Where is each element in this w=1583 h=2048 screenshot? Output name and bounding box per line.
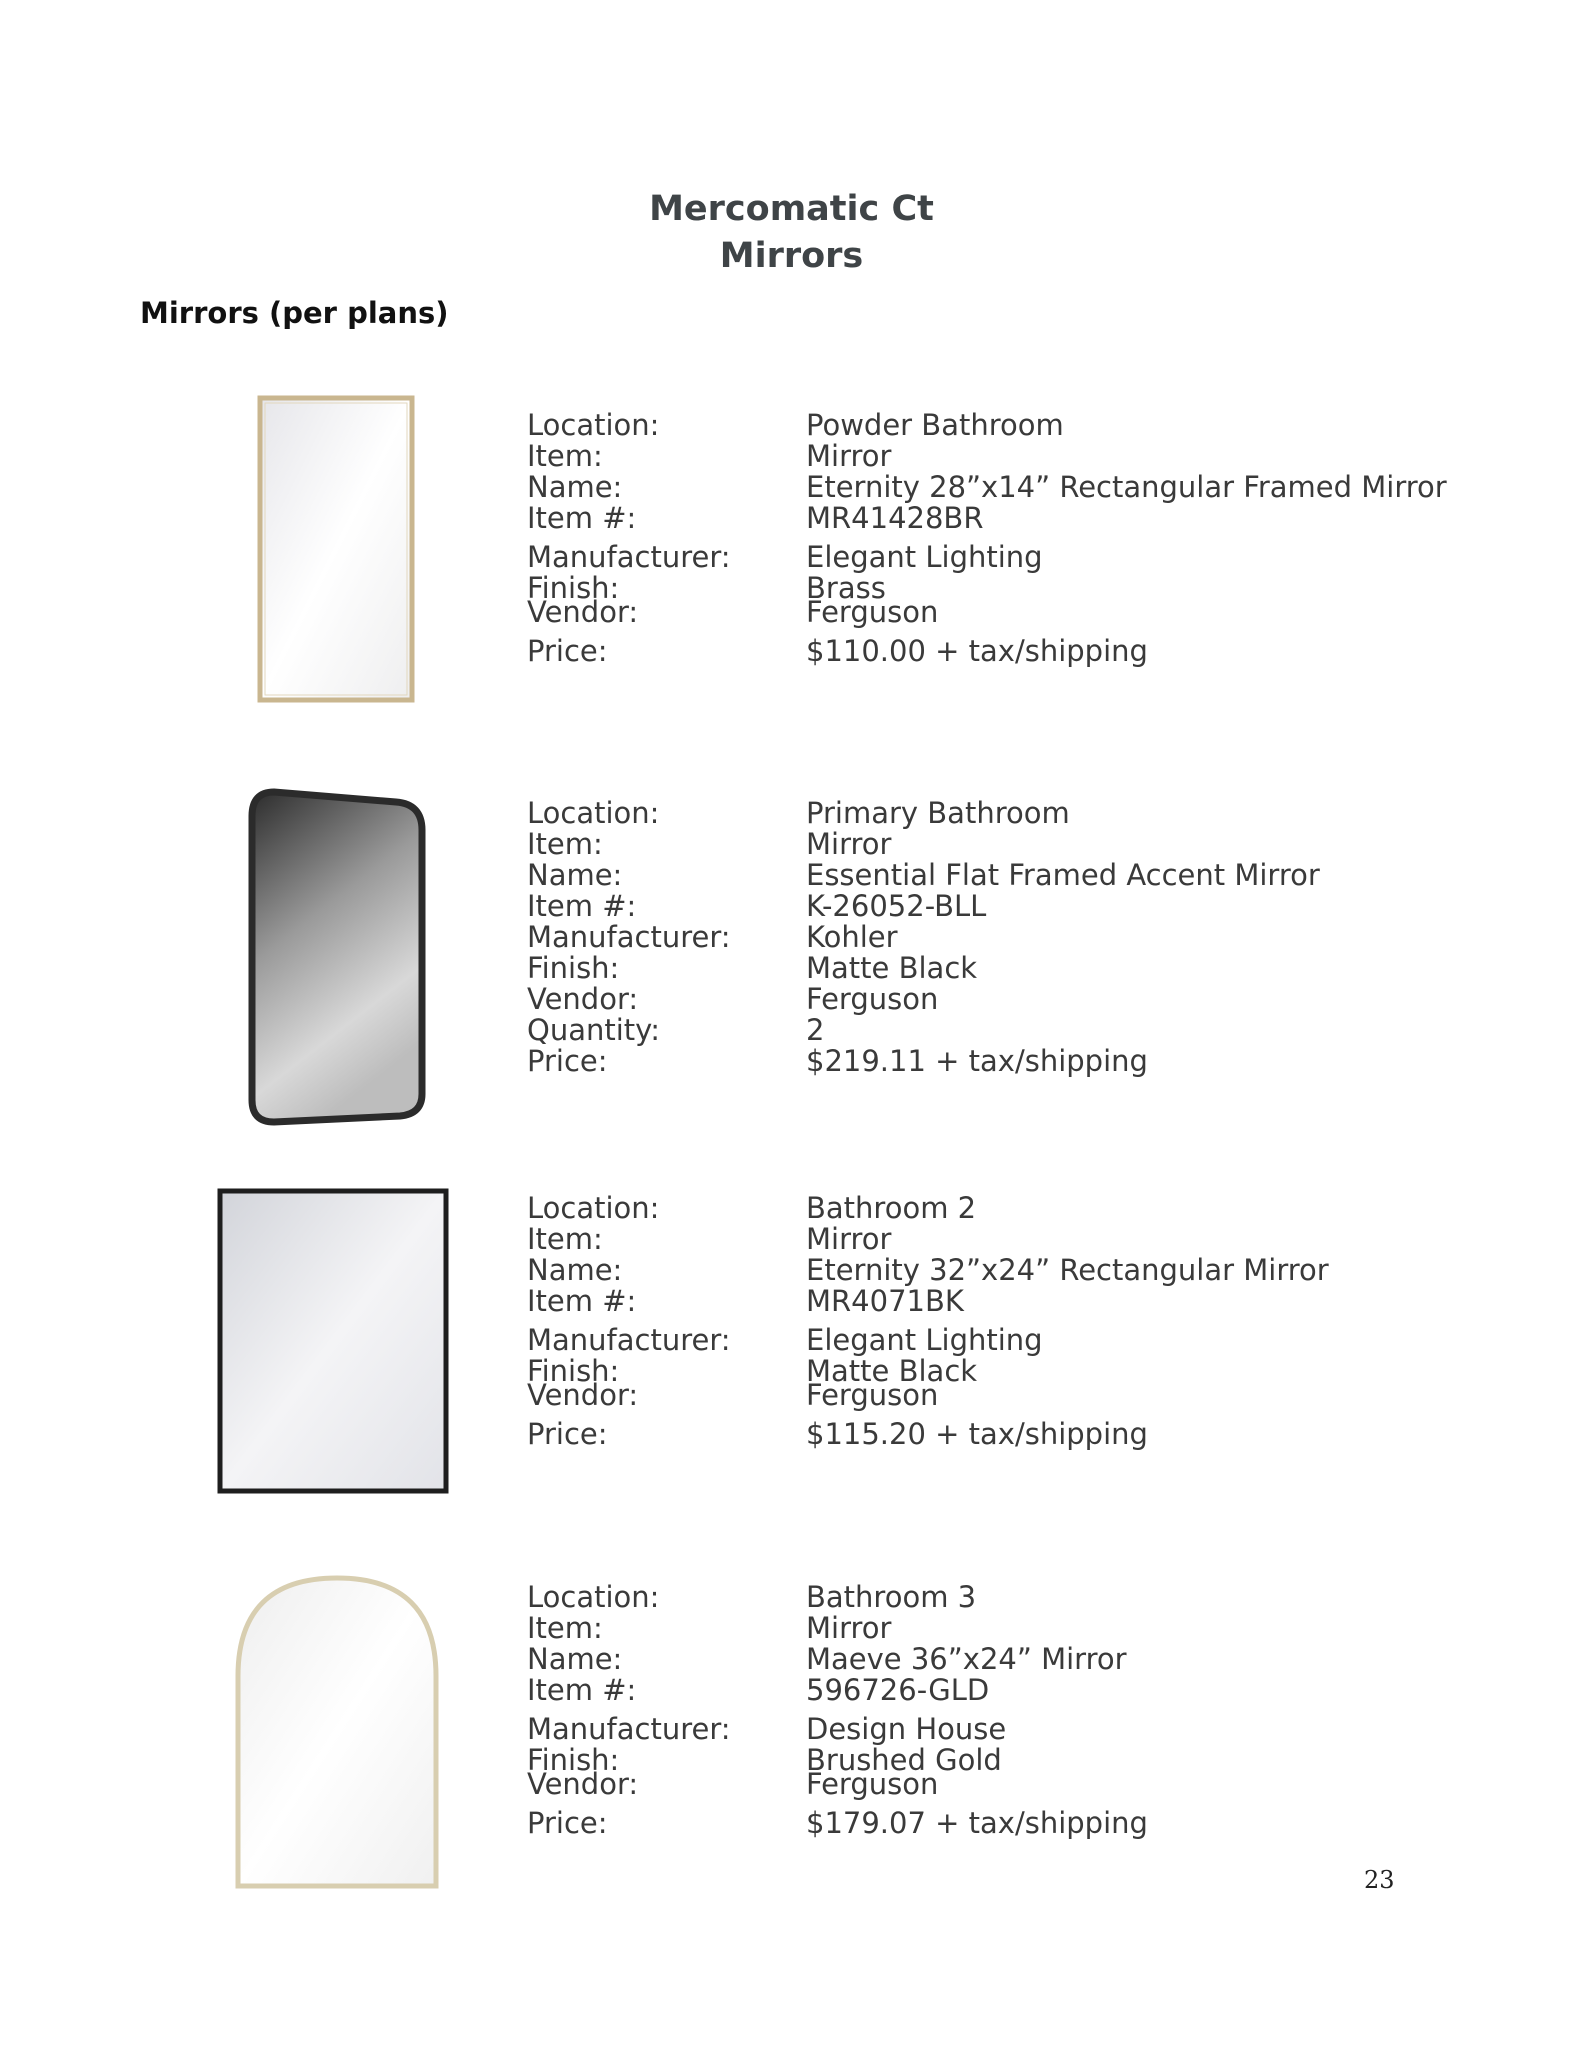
value-vendor: Ferguson — [806, 595, 939, 629]
value-finish: Matte Black — [806, 1354, 978, 1388]
value-name: Maeve 36”x24” Mirror — [806, 1642, 1127, 1676]
value-quantity: 2 — [806, 1013, 825, 1047]
label-price: Price: — [527, 1417, 608, 1451]
label-item-number: Item #: — [527, 889, 637, 923]
page-number: 23 — [1364, 1866, 1395, 1894]
label-location: Location: — [527, 408, 660, 442]
value-price: $219.11 + tax/shipping — [806, 1044, 1148, 1078]
value-location: Primary Bathroom — [806, 796, 1070, 830]
value-item-number: MR41428BR — [806, 501, 984, 535]
item-values — [806, 1193, 1329, 1450]
value-manufacturer: Elegant Lighting — [806, 1323, 1043, 1357]
label-manufacturer: Manufacturer: — [527, 1323, 731, 1357]
value-finish: Brushed Gold — [806, 1743, 1002, 1777]
label-name: Name: — [527, 1253, 623, 1287]
item-values — [806, 410, 1447, 667]
item-values — [806, 798, 1320, 1077]
value-manufacturer: Elegant Lighting — [806, 540, 1043, 574]
item-labels — [527, 1582, 731, 1839]
value-vendor: Ferguson — [806, 1767, 939, 1801]
rectangular-black-mirror-icon — [216, 1187, 450, 1495]
value-price: $115.20 + tax/shipping — [806, 1417, 1148, 1451]
value-location: Powder Bathroom — [806, 408, 1064, 442]
value-price: $179.07 + tax/shipping — [806, 1806, 1148, 1840]
value-name: Eternity 32”x24” Rectangular Mirror — [806, 1253, 1329, 1287]
label-vendor: Vendor: — [527, 1378, 639, 1412]
value-vendor: Ferguson — [806, 982, 939, 1016]
item-labels — [527, 410, 731, 667]
label-finish: Finish: — [527, 951, 620, 985]
value-name: Eternity 28”x14” Rectangular Framed Mirror — [806, 470, 1447, 504]
label-name: Name: — [527, 1642, 623, 1676]
value-item-number: MR4071BK — [806, 1284, 964, 1318]
document-title: Mercomatic Ct — [649, 189, 934, 229]
item-labels — [527, 1193, 731, 1450]
section-heading: Mirrors (per plans) — [140, 296, 449, 330]
label-item-number: Item #: — [527, 501, 637, 535]
item-values — [806, 1582, 1148, 1839]
value-item: Mirror — [806, 439, 892, 473]
label-finish: Finish: — [527, 1354, 620, 1388]
value-item-number: K-26052-BLL — [806, 889, 987, 923]
value-manufacturer: Kohler — [806, 920, 898, 954]
label-item: Item: — [527, 1222, 603, 1256]
document-subtitle: Mirrors — [719, 236, 864, 276]
label-name: Name: — [527, 470, 623, 504]
label-item-number: Item #: — [527, 1673, 637, 1707]
value-finish: Matte Black — [806, 951, 978, 985]
value-location: Bathroom 3 — [806, 1580, 977, 1614]
label-quantity: Quantity: — [527, 1013, 660, 1047]
value-price: $110.00 + tax/shipping — [806, 634, 1148, 668]
label-finish: Finish: — [527, 571, 620, 605]
label-name: Name: — [527, 858, 623, 892]
label-item: Item: — [527, 439, 603, 473]
label-location: Location: — [527, 796, 660, 830]
label-vendor: Vendor: — [527, 595, 639, 629]
value-item: Mirror — [806, 827, 892, 861]
value-finish: Brass — [806, 571, 886, 605]
label-finish: Finish: — [527, 1743, 620, 1777]
label-location: Location: — [527, 1191, 660, 1225]
value-location: Bathroom 2 — [806, 1191, 977, 1225]
rounded-black-mirror-icon — [246, 788, 426, 1128]
label-location: Location: — [527, 1580, 660, 1614]
arched-gold-mirror-icon — [232, 1572, 442, 1892]
label-item: Item: — [527, 1611, 603, 1645]
value-item-number: 596726-GLD — [806, 1673, 990, 1707]
label-vendor: Vendor: — [527, 1767, 639, 1801]
label-manufacturer: Manufacturer: — [527, 920, 731, 954]
label-manufacturer: Manufacturer: — [527, 540, 731, 574]
value-manufacturer: Design House — [806, 1712, 1007, 1746]
rectangular-brass-mirror-icon — [256, 394, 416, 704]
value-item: Mirror — [806, 1222, 892, 1256]
value-vendor: Ferguson — [806, 1378, 939, 1412]
label-price: Price: — [527, 634, 608, 668]
value-name: Essential Flat Framed Accent Mirror — [806, 858, 1320, 892]
item-labels — [527, 798, 731, 1077]
label-price: Price: — [527, 1806, 608, 1840]
label-item-number: Item #: — [527, 1284, 637, 1318]
value-item: Mirror — [806, 1611, 892, 1645]
label-vendor: Vendor: — [527, 982, 639, 1016]
label-manufacturer: Manufacturer: — [527, 1712, 731, 1746]
label-price: Price: — [527, 1044, 608, 1078]
label-item: Item: — [527, 827, 603, 861]
